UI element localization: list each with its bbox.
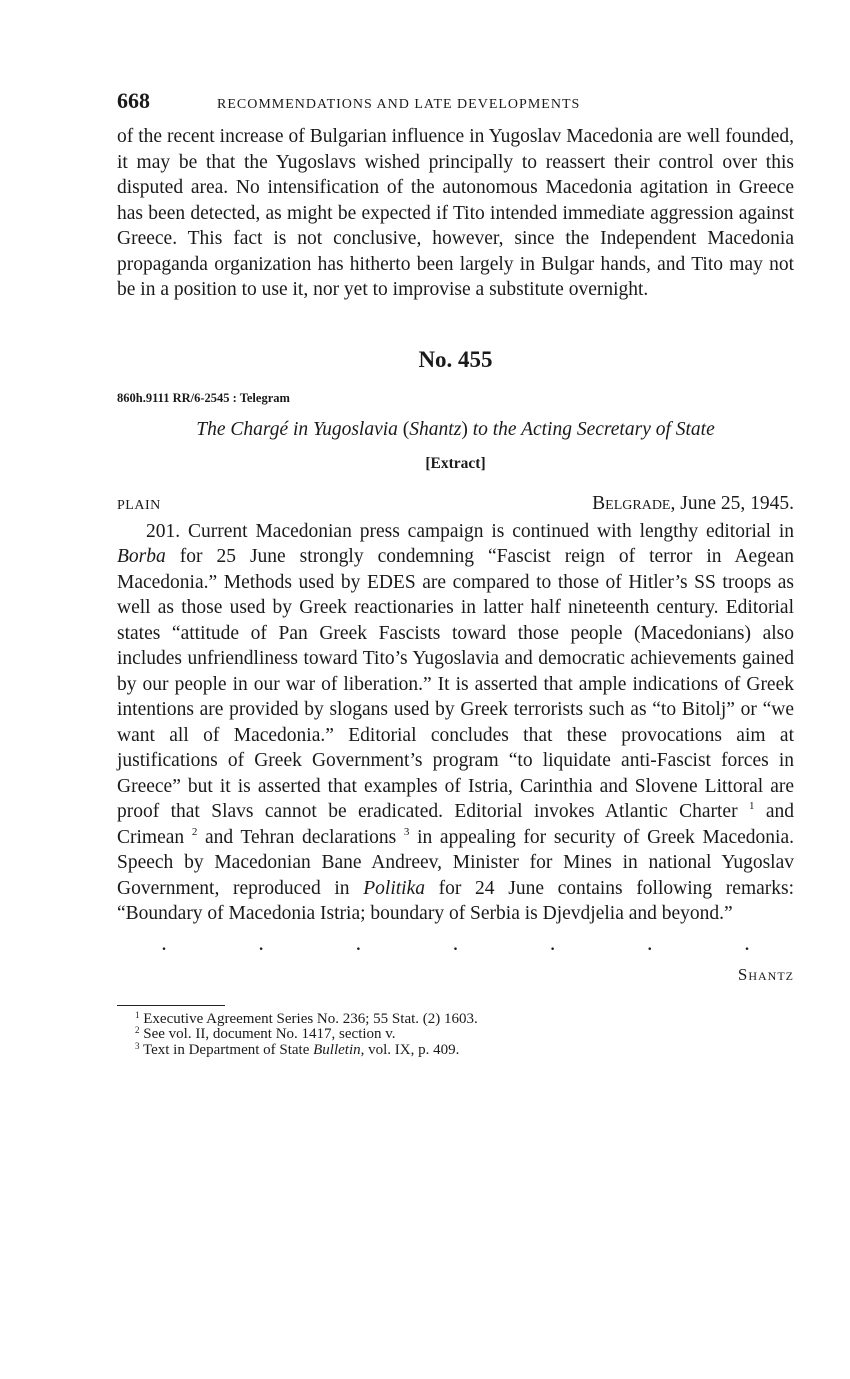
footnote-ref-3: 3 [403, 825, 410, 838]
ellipsis-dot: . [162, 936, 166, 954]
footnote-text: Text in Department of State [142, 1041, 314, 1058]
footnote-text: , vol. IX, p. 409. [360, 1041, 460, 1058]
body-text-5: in appealing for security of Greek Macedonia. Speech by Macedonian Bane Andreev, Minister for Mines in national Yugoslav Government, reproduced in [117, 826, 794, 899]
ellipsis-dot: . [356, 936, 361, 954]
body-text-1: 201. Current Macedonian press campaign is continued with lengthy editorial in [146, 520, 794, 542]
document-page [117, 88, 794, 1058]
politika-italic: Politika [363, 877, 425, 899]
document-title [117, 419, 794, 441]
title-part-2: to the Acting Secretary of State [472, 418, 715, 440]
file-reference: 860h.9111 RR/6-2545 : Telegram [117, 390, 290, 405]
telegram-body [117, 519, 794, 927]
page-number: 668 [117, 88, 150, 113]
omission-ellipsis [162, 937, 749, 955]
extract-label: [Extract] [425, 454, 486, 472]
footnote-2 [135, 1027, 794, 1043]
ellipsis-dot: . [647, 936, 652, 954]
ellipsis-dot: . [744, 936, 749, 954]
ellipsis-dot: . [453, 936, 458, 954]
place-date [592, 493, 794, 515]
date: , June 25, 1945. [670, 492, 794, 514]
page-header [117, 88, 794, 124]
title-name: (Shantz) [402, 418, 468, 440]
title-name-text: Shantz [409, 418, 462, 440]
body-text-4: and Tehran declarations [197, 826, 404, 848]
footnote-divider [117, 1005, 225, 1006]
footnote-mark: 2 [135, 1025, 140, 1035]
body-text-2: for 25 June strongly condemning “Fascist reign of terror in Aegean Macedonia.” Methods used by EDES are compared to those of Hitler’s SS troops as well as those used by Greek reactionaries in latter half nineteenth century. Editorial states “attitude of Pan Greek Fascists toward those people (Macedonians) also includes unfriendliness toward Tito’s Yugoslavia and democratic achievements gained by our people in our war of liberation.” It is asserted that ample indications of Greek intentions are provided by slogans used by Greek terrorists such as “to Bitolj” or “we want all of Macedonia.” Editorial concludes that these provocations aim at justifications of Greek Government’s program “to liquidate anti-Fascist forces in Greece” but it is asserted that examples of Istria, Carinthia and Slovene Littoral are proof that Slavs cannot be eradicated. Editorial invokes Atlantic Charter [117, 546, 794, 822]
continued-paragraph: of the recent increase of Bulgarian influence in Yugoslav Macedonia are well founded, it may be that the Yugoslavs wished principally to reassert their control over this disputed area. No intensification of the autonomous Macedonia agitation in Greece has been detected, as might be expected if Tito intended immediate aggression against Greece. This fact is not conclusive, however, since the Independent Macedonia propaganda organization has hitherto been largely in Bulgar hands, and Tito may not be in a position to use it, nor yet to improvise a substitute overnight. [117, 126, 794, 300]
ellipsis-dot: . [259, 936, 264, 954]
footnote-mark: 3 [135, 1040, 140, 1051]
body-text-6: for 24 June contains following remarks: “Boundary of Macedonia Istria; boundary of Serbia is Djevdjelia and beyond.” [117, 877, 795, 924]
place: Belgrade [592, 492, 671, 514]
document-number: No. 455 [418, 346, 493, 372]
footnotes [117, 1009, 794, 1059]
ellipsis-dot: . [550, 936, 555, 954]
title-part-1: The Chargé in Yugoslavia [196, 418, 398, 440]
running-head: RECOMMENDATIONS AND LATE DEVELOPMENTS [217, 97, 581, 112]
footnote-mark: 1 [135, 1009, 140, 1020]
footnote-text: See vol. II, document No. 1417, section v. [143, 1026, 396, 1042]
body-text-3: and Crimean [117, 801, 795, 848]
footnote-3 [135, 1040, 794, 1059]
dateline [117, 493, 794, 519]
borba-italic: Borba [117, 546, 166, 567]
footnote-1 [135, 1009, 794, 1028]
classification: PLAIN [117, 497, 161, 513]
footnote-ref-1: 1 [748, 800, 755, 812]
footnote-ref-2: 2 [191, 825, 198, 838]
footnote-text: Executive Agreement Series No. 236; 55 Stat. (2) 1603. [143, 1010, 478, 1027]
bulletin-italic: Bulletin [313, 1041, 361, 1058]
signature: Shantz [737, 964, 794, 984]
